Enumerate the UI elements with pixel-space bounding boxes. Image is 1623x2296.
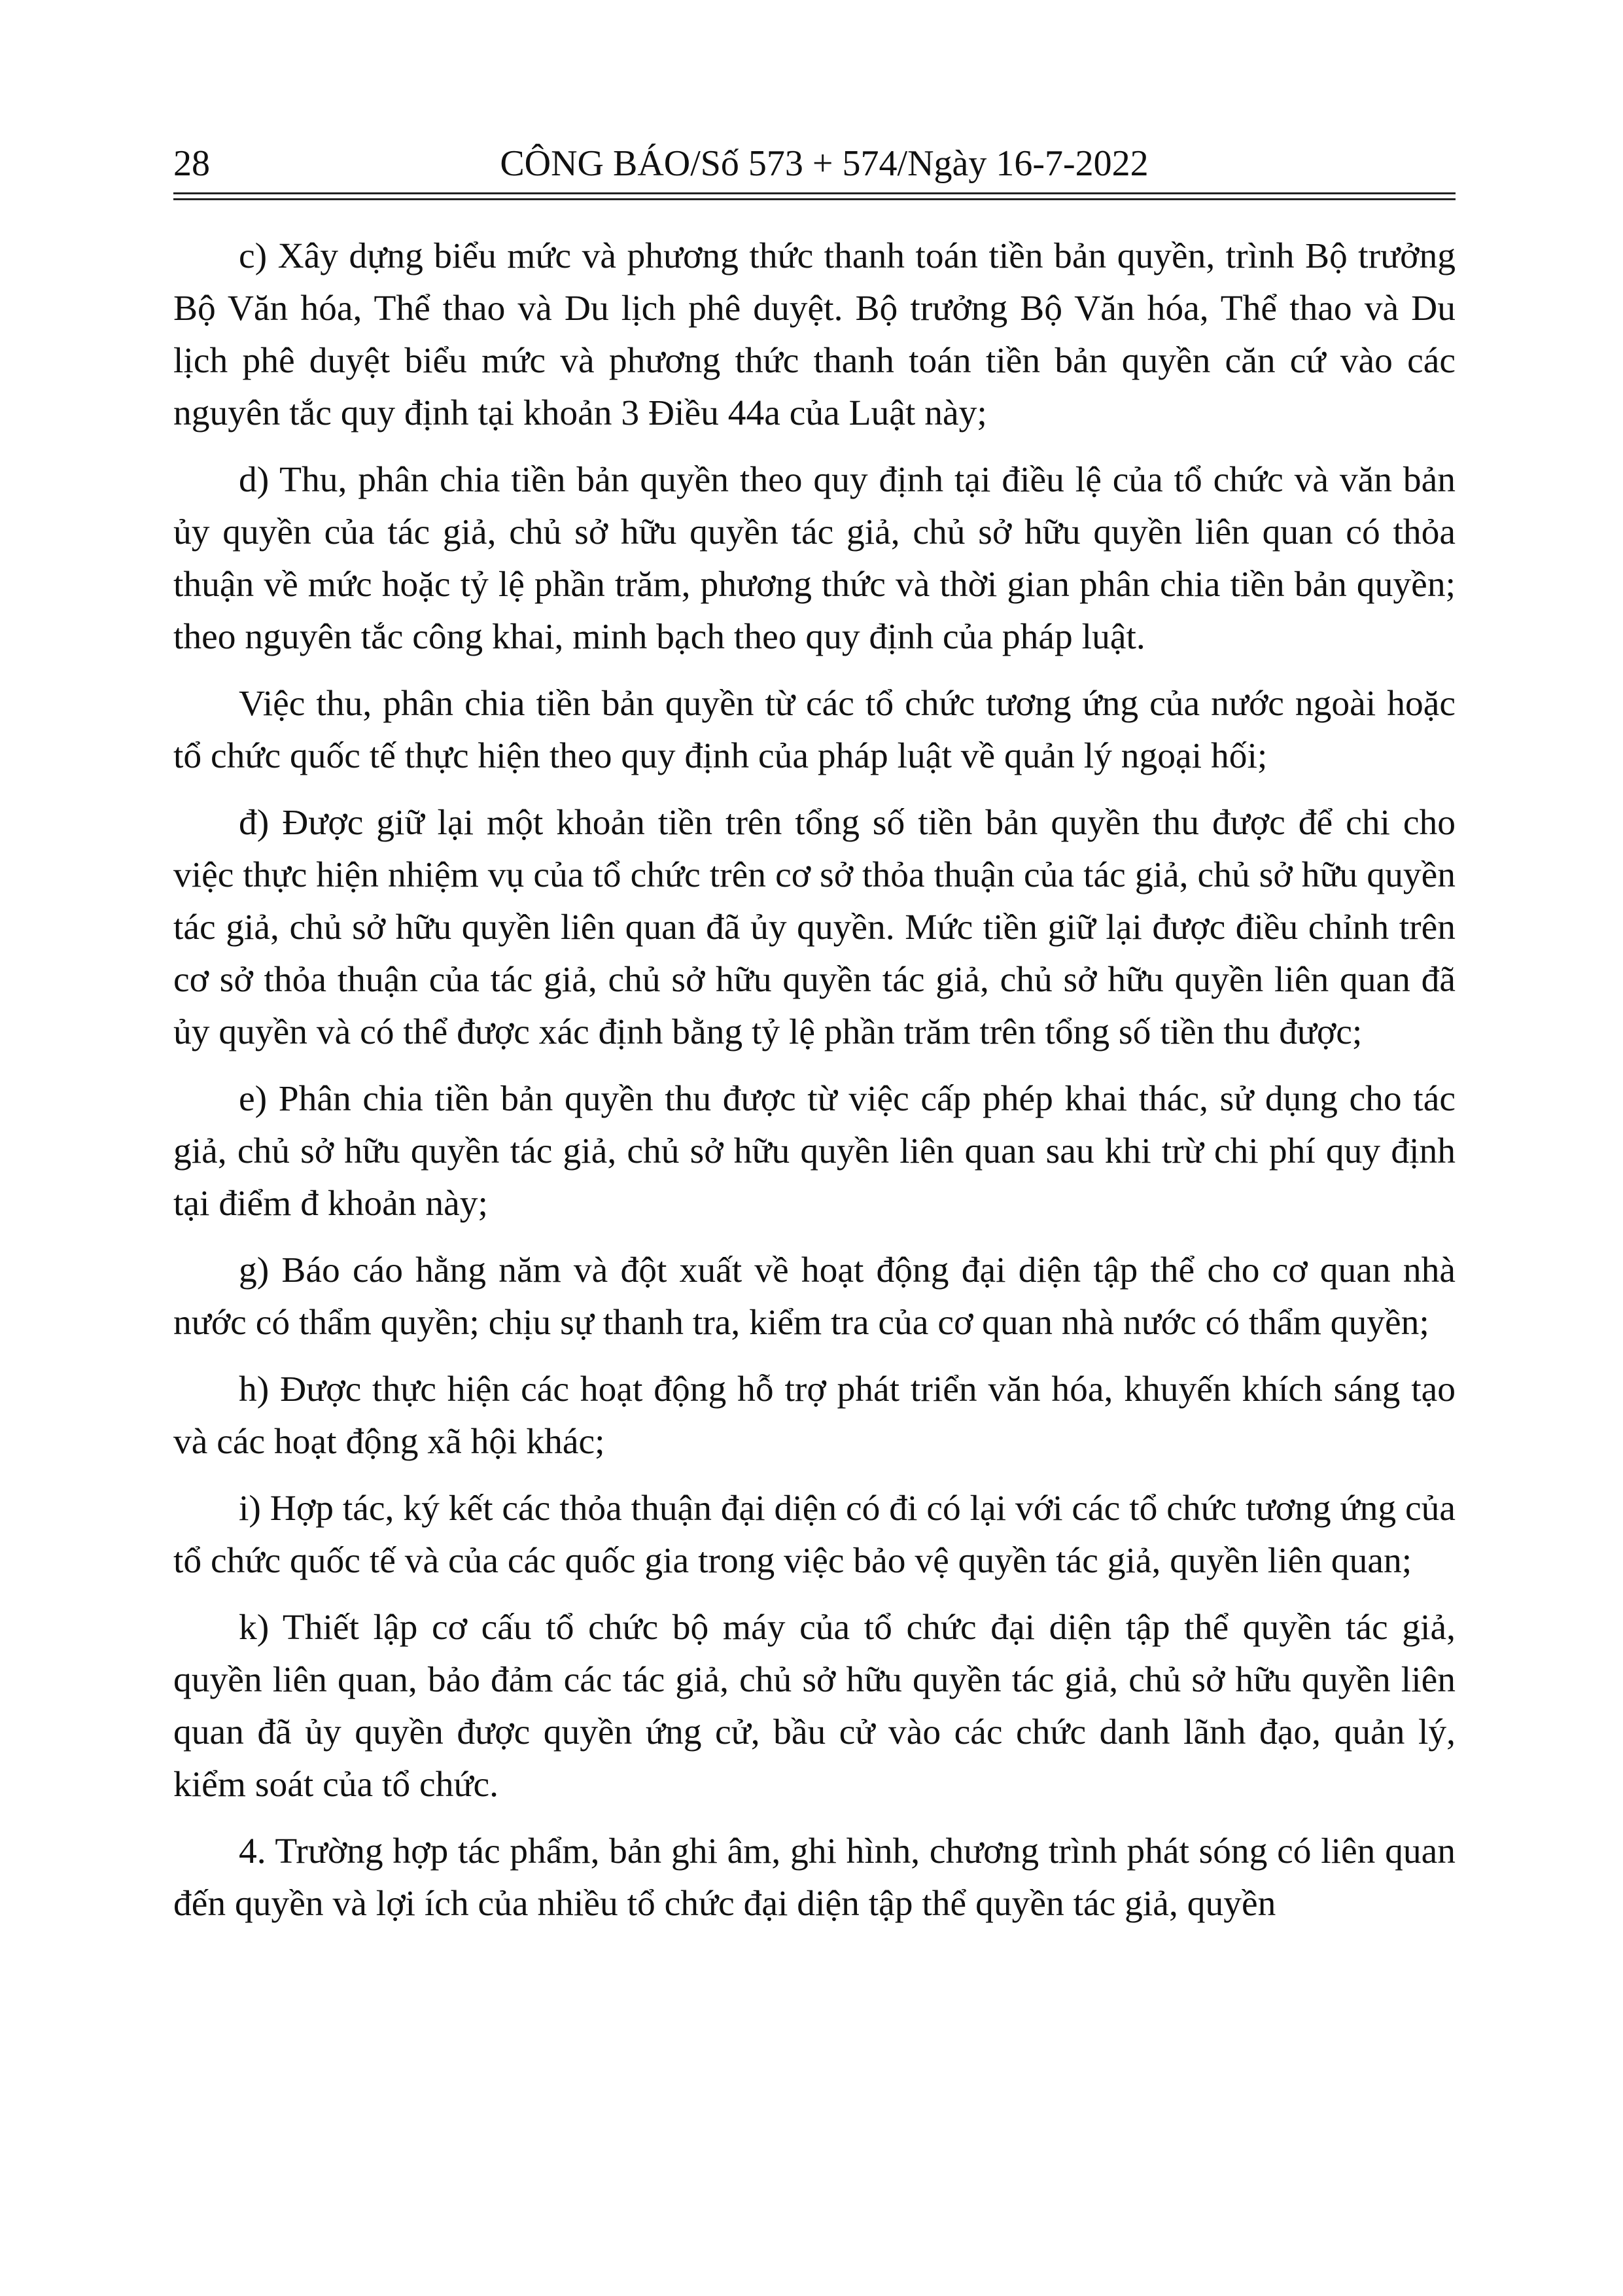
page-number: 28 xyxy=(173,143,210,184)
body-text xyxy=(173,230,1456,1945)
paragraph-i: i) Hợp tác, ký kết các thỏa thuận đại diện có đi có lại với các tổ chức tương ứng của tổ chức quốc tế và của các quốc gia trong việc bảo vệ quyền tác giả, quyền liên quan; xyxy=(173,1489,1456,1581)
paragraph-e: e) Phân chia tiền bản quyền thu được từ việc cấp phép khai thác, sử dụng cho tác giả, chủ sở hữu quyền tác giả, chủ sở hữu quyền liên quan sau khi trừ chi phí quy định tại điểm đ khoản này; xyxy=(173,1079,1456,1224)
paragraph-k: k) Thiết lập cơ cấu tổ chức bộ máy của tổ chức đại diện tập thể quyền tác giả, quyền liên quan, bảo đảm các tác giả, chủ sở hữu quyền tác giả, chủ sở hữu quyền liên quan đã ủy quyền được quyền ứng cử, bầu cử vào các chức danh lãnh đạo, quản lý, kiểm soát của tổ chức. xyxy=(173,1608,1456,1805)
paragraph-c: c) Xây dựng biểu mức và phương thức thanh toán tiền bản quyền, trình Bộ trưởng Bộ Văn hóa, Thể thao và Du lịch phê duyệt. Bộ trưởng Bộ Văn hóa, Thể thao và Du lịch phê duyệt biểu mức và phương thức thanh toán tiền bản quyền căn cứ vào các nguyên tắc quy định tại khoản 3 Điều 44a của Luật này; xyxy=(173,236,1456,433)
paragraph-d-continued: Việc thu, phân chia tiền bản quyền từ các tổ chức tương ứng của nước ngoài hoặc tổ chức quốc tế thực hiện theo quy định của pháp luật về quản lý ngoại hối; xyxy=(173,684,1456,776)
paragraph-clause-4: 4. Trường hợp tác phẩm, bản ghi âm, ghi hình, chương trình phát sóng có liên quan đến quyền và lợi ích của nhiều tổ chức đại diện tập thể quyền tác giả, quyền xyxy=(173,1831,1456,1924)
paragraph-d: d) Thu, phân chia tiền bản quyền theo quy định tại điều lệ của tổ chức và văn bản ủy quyền của tác giả, chủ sở hữu quyền tác giả, chủ sở hữu quyền liên quan có thỏa thuận về mức hoặc tỷ lệ phần trăm, phương thức và thời gian phân chia tiền bản quyền; theo nguyên tắc công khai, minh bạch theo quy định của pháp luật. xyxy=(173,460,1456,657)
paragraph-h: h) Được thực hiện các hoạt động hỗ trợ phát triển văn hóa, khuyến khích sáng tạo và các hoạt động xã hội khác; xyxy=(173,1369,1456,1462)
gazette-title: CÔNG BÁO/Số 573 + 574/Ngày 16-7-2022 xyxy=(500,143,1149,184)
page-header xyxy=(173,141,1456,186)
paragraph-g: g) Báo cáo hằng năm và đột xuất về hoạt động đại diện tập thể cho cơ quan nhà nước có thẩm quyền; chịu sự thanh tra, kiểm tra của cơ quan nhà nước có thẩm quyền; xyxy=(173,1250,1456,1343)
header-rule-bottom xyxy=(173,198,1456,200)
header-rule-top xyxy=(173,192,1456,194)
paragraph-dd: đ) Được giữ lại một khoản tiền trên tổng số tiền bản quyền thu được để chi cho việc thực hiện nhiệm vụ của tổ chức trên cơ sở thỏa thuận của tác giả, chủ sở hữu quyền tác giả, chủ sở hữu quyền liên quan đã ủy quyền. Mức tiền giữ lại được điều chỉnh trên cơ sở thỏa thuận của tác giả, chủ sở hữu quyền tác giả, chủ sở hữu quyền liên quan đã ủy quyền và có thể được xác định bằng tỷ lệ phần trăm trên tổng số tiền thu được; xyxy=(173,803,1456,1052)
